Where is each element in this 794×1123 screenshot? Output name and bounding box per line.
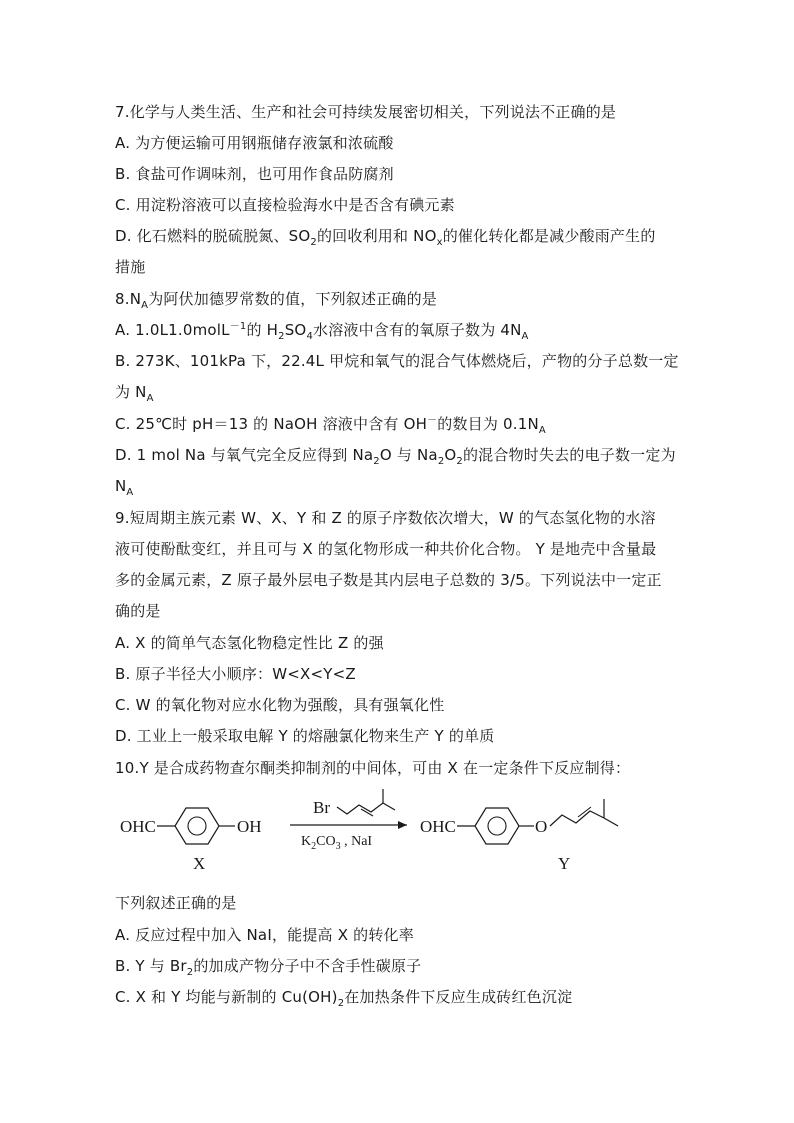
q7-option-b: B. 食盐可作调味剂，也可用作食品防腐剂 bbox=[115, 165, 394, 183]
q8-option-d-continued: $N_A$ bbox=[115, 477, 134, 498]
q7-option-c: C. 用淀粉溶液可以直接检验海水中是否含有碘元素 bbox=[115, 196, 455, 214]
reagent-bromide: Br bbox=[313, 798, 330, 817]
q9-stem-line4: 确的是 bbox=[115, 602, 161, 620]
q8-stem: $8.N_A$为阿伏加德罗常数的值，下列叙述正确的是 bbox=[115, 290, 437, 311]
label-x: X bbox=[193, 854, 206, 873]
q10-option-a: A. 反应过程中加入 NaI，能提高 X 的转化率 bbox=[115, 926, 414, 944]
reaction-arrow bbox=[290, 789, 407, 852]
q8-option-b-continued: 为 $N_A$ bbox=[115, 383, 154, 404]
q9-option-b: B. 原子半径大小顺序：W<X<Y<Z bbox=[115, 665, 356, 683]
q9-stem-line2: 液可使酚酞变红，并且可与 X 的氢化物形成一种共价化合物。 Y 是地壳中含量最 bbox=[115, 540, 657, 558]
q8-option-d: D. 1 mol Na 与氧气完全反应得到 $Na_2O$ 与 $Na_2O_2$的混合物时失去的电子数一定为 bbox=[115, 446, 676, 467]
y-aldehyde-group: OHC bbox=[420, 817, 456, 836]
x-aldehyde-group: OHC bbox=[120, 817, 156, 836]
q9-option-c: C. W 的氧化物对应水化物为强酸，具有强氧化性 bbox=[115, 696, 445, 714]
q9-stem-line3: 多的金属元素，Z 原子最外层电子数是其内层电子总数的 3/5。下列说法中一定正 bbox=[115, 571, 662, 589]
y-benzene-ring bbox=[475, 808, 519, 844]
q7-option-d-continued: 措施 bbox=[115, 258, 146, 276]
x-hydroxyl-group: OH bbox=[237, 817, 262, 836]
reaction-scheme bbox=[115, 783, 675, 878]
q9-stem-line1: 9.短周期主族元素 W、X、Y 和 Z 的原子序数依次增大，W 的气态氢化物的水溶 bbox=[115, 509, 656, 527]
q8-option-a: A. 1.0L1.0molL$^{-1}$的 $H_2SO_4$水溶液中含有的氧原子数为 $4N_A$ bbox=[115, 321, 529, 342]
q7-stem: 7.化学与人类生活、生产和社会可持续发展密切相关，下列说法不正确的是 bbox=[115, 103, 617, 121]
y-ether-oxygen: O bbox=[535, 817, 548, 836]
molecule-x bbox=[120, 808, 262, 873]
reagent-conditions: $K_2CO_3$ , NaI bbox=[301, 834, 373, 852]
label-y: Y bbox=[558, 854, 571, 873]
q10-option-b: B. Y 与 $Br_2$的加成产物分子中不含手性碳原子 bbox=[115, 957, 422, 978]
q8-option-b: B. 273K、101kPa 下，22.4L 甲烷和氧气的混合气体燃烧后，产物的分子总数一定 bbox=[115, 352, 679, 370]
x-benzene-ring bbox=[175, 808, 219, 844]
q7-option-d: D. 化石燃料的脱硫脱氮、$SO_2$的回收利用和 $NO_x$的催化转化都是减少酸雨产生的 bbox=[115, 227, 656, 248]
q10-stem: 10.Y 是合成药物查尔酮类抑制剂的中间体，可由 X 在一定条件下反应制得： bbox=[115, 759, 631, 777]
q10-option-c: C. X 和 Y 均能与新制的 $Cu(OH)_2$在加热条件下反应生成砖红色沉淀 bbox=[115, 988, 573, 1009]
q7-option-a: A. 为方便运输可用钢瓶储存液氯和浓硫酸 bbox=[115, 134, 394, 152]
q10-lead: 下列叙述正确的是 bbox=[115, 894, 237, 912]
q9-option-a: A. X 的简单气态氢化物稳定性比 Z 的强 bbox=[115, 634, 384, 652]
q9-option-d: D. 工业上一般采取电解 Y 的熔融氯化物来生产 Y 的单质 bbox=[115, 727, 495, 745]
molecule-y bbox=[420, 799, 618, 873]
q8-option-c: C. 25℃时 pH＝13 的 NaOH 溶液中含有 OH－的数目为 $0.1N_A$ bbox=[115, 415, 546, 436]
